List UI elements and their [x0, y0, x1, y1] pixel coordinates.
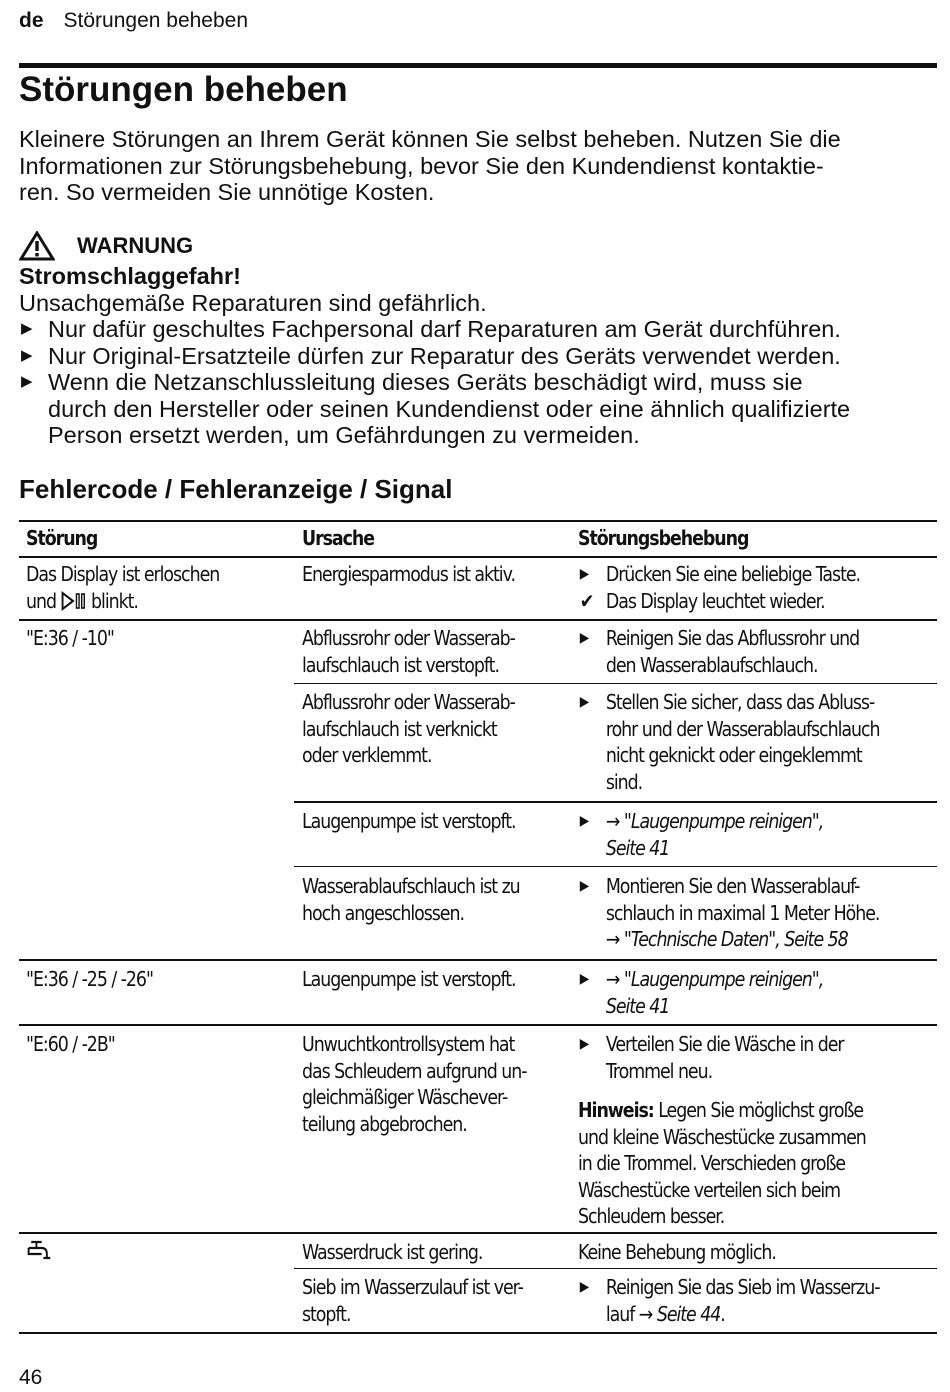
table-rule: [294, 801, 937, 803]
water-tap-icon: [26, 1239, 50, 1263]
warning-list-item: ▶ Wenn die Netzanschlussleitung dieses Geräts beschädigt wird, muss sie durch den Hersteller oder seinen Kundendienst oder eine ähnlich qualifizierte Person ersetzt werden, um Gefährdungen zu vermeiden.: [21, 369, 851, 448]
remedy-cell: ▶ Stellen Sie sicher, dass das Abluss- rohr und der Wasserablaufschlauch nicht geknickt oder eingeklemmt sind.: [579, 690, 880, 794]
cause-cell: Unwuchtkontrollsystem hat das Schleudern aufgrund un- gleichmäßiger Wäschever- teilung abgebrochen.: [302, 1032, 527, 1136]
bullet-arrow-icon: ▶: [579, 971, 589, 987]
cross-reference-link[interactable]: Seite 41: [605, 835, 670, 860]
bullet-arrow-icon: ▶: [579, 1279, 589, 1295]
header-rule: [19, 63, 937, 68]
table-rule: [19, 1024, 937, 1026]
table-rule: [19, 959, 937, 961]
cause-cell: Abflussrohr oder Wasserab- laufschlauch ist verknickt oder verklemmt.: [302, 690, 515, 767]
fault-cell: "E:60 / -2B": [26, 1032, 115, 1056]
bullet-arrow-icon: ▶: [579, 878, 589, 894]
checkmark-icon: ✔: [579, 588, 594, 613]
warning-subtitle: Stromschlaggefahr!: [19, 263, 241, 289]
warning-text: Unsachgemäße Reparaturen sind gefährlich.: [19, 289, 487, 316]
cross-reference-link[interactable]: Seite 44: [656, 1301, 721, 1326]
column-header-remedy: Störungsbehebung: [578, 526, 749, 550]
fault-cell: Das Display ist erloschen und blinkt.: [26, 562, 220, 613]
fault-cell: "E:36 / -25 / -26": [26, 967, 153, 991]
note-cell: Hinweis: Legen Sie möglichst große und kleine Wäschestücke zusammen in die Trommel. Verschieden große Wäschestücke verteilen sich beim Schleudern besser.: [578, 1098, 866, 1228]
table-rule: [19, 619, 937, 621]
bullet-arrow-icon: ▶: [21, 373, 33, 390]
column-header-cause: Ursache: [302, 526, 375, 550]
remedy-cell: ▶ Verteilen Sie die Wäsche in der Trommel neu.: [579, 1032, 844, 1083]
remedy-cell: [578, 808, 823, 861]
cause-cell: Wasserablaufschlauch ist zu hoch angeschlossen.: [302, 874, 520, 925]
remedy-cell: ▶ Montieren Sie den Wasserablauf- schlauch in maximal 1 Meter Höhe. → "Technische Daten", Seite 58: [579, 874, 880, 951]
bullet-arrow-icon: ▶: [579, 566, 589, 582]
cause-cell: Laugenpumpe ist verstopft.: [302, 967, 516, 991]
language-tag: de: [19, 9, 44, 32]
warning-list-item: ▶ Nur dafür geschultes Fachpersonal darf Reparaturen am Gerät durchführen.: [21, 316, 841, 342]
warning-list: [19, 316, 937, 449]
warning-triangle-icon: [19, 231, 55, 261]
intro-paragraph: [19, 126, 937, 206]
warning-title: WARNUNG: [77, 232, 194, 258]
remedy-cell: ▶ Reinigen Sie das Abflussrohr und den Wasserablaufschlauch.: [579, 626, 860, 677]
section-title: Fehlercode / Fehleranzeige / Signal: [19, 474, 453, 504]
remedy-cell: [578, 966, 823, 1019]
link-arrow-icon: →: [605, 927, 624, 951]
link-arrow-icon: →: [605, 809, 624, 833]
remedy-cell: ▶ Drücken Sie eine beliebige Taste. ✔ Das Display leuchtet wieder.: [579, 562, 861, 613]
intro-line: Kleinere Störungen an Ihrem Gerät können Sie selbst beheben. Nutzen Sie die: [19, 126, 841, 152]
start-pause-icon: [60, 591, 86, 611]
table-rule: [19, 1232, 937, 1234]
cross-reference-link[interactable]: "Laugenpumpe reinigen",: [623, 967, 824, 991]
cause-cell: Laugenpumpe ist verstopft.: [302, 809, 516, 833]
cause-cell: Sieb im Wasserzulauf ist ver- stopft.: [302, 1275, 523, 1326]
cross-reference-link[interactable]: Seite 41: [605, 993, 670, 1018]
bullet-arrow-icon: ▶: [21, 320, 33, 337]
bullet-arrow-icon: ▶: [579, 813, 589, 829]
fault-cell: "E:36 / -10": [26, 626, 114, 650]
remedy-cell: Keine Behebung möglich.: [578, 1240, 776, 1264]
intro-line: ren. So vermeiden Sie unnötige Kosten.: [19, 179, 435, 205]
intro-line: Informationen zur Störungsbehebung, bevor Sie den Kundendienst kontaktie-: [19, 152, 824, 179]
warning-box: [19, 229, 937, 449]
bullet-arrow-icon: ▶: [579, 630, 589, 646]
page-number: 46: [19, 1366, 43, 1389]
table-rule: [19, 556, 937, 558]
bullet-arrow-icon: ▶: [21, 346, 33, 364]
column-header-fault: Störung: [26, 526, 98, 550]
bullet-arrow-icon: ▶: [579, 1036, 589, 1052]
remedy-cell: ▶ Reinigen Sie das Sieb im Wasserzu- lauf → Seite 44.: [579, 1275, 880, 1326]
table-rule: [294, 1268, 937, 1269]
link-arrow-icon: →: [638, 1301, 657, 1326]
running-header: [19, 9, 248, 33]
header-section: Störungen beheben: [63, 9, 249, 32]
cause-cell: Energiesparmodus ist aktiv.: [302, 562, 515, 586]
table-rule: [294, 866, 937, 867]
cross-reference-link[interactable]: "Technische Daten", Seite 58: [623, 927, 848, 951]
note-label: Hinweis:: [578, 1098, 654, 1122]
page-title: Störungen beheben: [19, 70, 348, 109]
fault-cell: [26, 1239, 50, 1270]
cause-cell: Wasserdruck ist gering.: [302, 1240, 483, 1264]
bullet-arrow-icon: ▶: [579, 694, 589, 710]
warning-list-item: ▶ Nur Original-Ersatzteile dürfen zur Reparatur des Geräts verwendet werden.: [21, 342, 841, 369]
table-rule: [294, 683, 937, 684]
cross-reference-link[interactable]: "Laugenpumpe reinigen",: [623, 809, 824, 833]
cause-cell: Abflussrohr oder Wasserab- laufschlauch ist verstopft.: [302, 626, 515, 677]
table-rule: [19, 520, 937, 522]
link-arrow-icon: →: [605, 967, 624, 991]
table-rule: [19, 1332, 937, 1334]
